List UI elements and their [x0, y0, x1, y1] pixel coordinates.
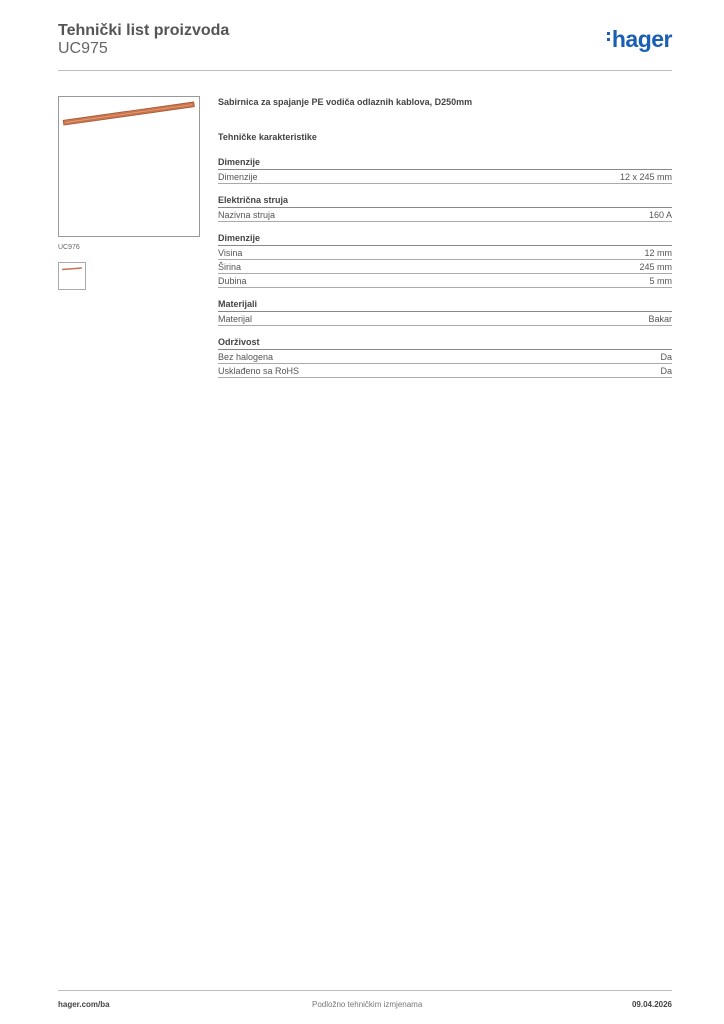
group-title: Dimenzije — [218, 156, 672, 170]
thumbnail-label: UC976 — [58, 244, 80, 251]
spec-group-dimensions-detail — [218, 232, 672, 288]
product-image — [58, 96, 200, 237]
spec-value: 160 A — [648, 210, 672, 220]
spec-value: 12 x 245 mm — [619, 172, 672, 182]
product-description: Sabirnica za spajanje PE vodiča odlaznih kablova, D250mm — [218, 97, 473, 107]
spec-label: Usklađeno sa RoHS — [218, 366, 300, 376]
thumbnail-busbar-image — [59, 263, 85, 289]
hager-logo — [607, 26, 672, 53]
spec-value: Da — [660, 366, 672, 376]
spec-value: Da — [660, 352, 672, 362]
spec-label: Visina — [218, 248, 243, 258]
footer-website-link[interactable]: hager.com/ba — [58, 1000, 110, 1009]
spec-value: 12 mm — [644, 248, 672, 258]
spec-label: Nazivna struja — [218, 210, 276, 220]
logo-text: hager — [611, 26, 672, 52]
group-title: Održivost — [218, 336, 672, 350]
spec-row — [218, 274, 672, 288]
page-title: Tehnički list proizvoda — [58, 22, 230, 39]
spec-label: Bez halogena — [218, 352, 274, 362]
product-thumbnail[interactable] — [58, 262, 86, 290]
spec-value: Bakar — [648, 314, 672, 324]
spec-label: Materijal — [218, 314, 253, 324]
spec-content — [218, 96, 672, 378]
spec-row — [218, 170, 672, 184]
spec-label: Širina — [218, 262, 242, 272]
spec-row — [218, 312, 672, 326]
spec-group-dimensions — [218, 156, 672, 184]
spec-row — [218, 208, 672, 222]
footer-date: 09.04.2026 — [631, 1000, 672, 1009]
page-header — [58, 20, 672, 71]
spec-label: Dubina — [218, 276, 247, 286]
spec-row — [218, 246, 672, 260]
specs-heading: Tehničke karakteristike — [218, 132, 317, 142]
spec-group-electrical — [218, 194, 672, 222]
spec-value: 245 mm — [639, 262, 672, 272]
logo-dots-icon — [607, 29, 610, 44]
spec-value: 5 mm — [649, 276, 672, 286]
group-title: Električna struja — [218, 194, 672, 208]
group-title: Materijali — [218, 298, 672, 312]
spec-row — [218, 364, 672, 378]
spec-group-materials — [218, 298, 672, 326]
spec-row — [218, 350, 672, 364]
busbar-image — [59, 97, 199, 236]
page-footer — [58, 990, 672, 1015]
spec-row — [218, 260, 672, 274]
product-code: UC975 — [58, 40, 108, 57]
group-title: Dimenzije — [218, 232, 672, 246]
footer-notice: Podložno tehničkim izmjenama — [312, 1000, 423, 1009]
spec-group-sustainability — [218, 336, 672, 378]
spec-label: Dimenzije — [218, 172, 258, 182]
